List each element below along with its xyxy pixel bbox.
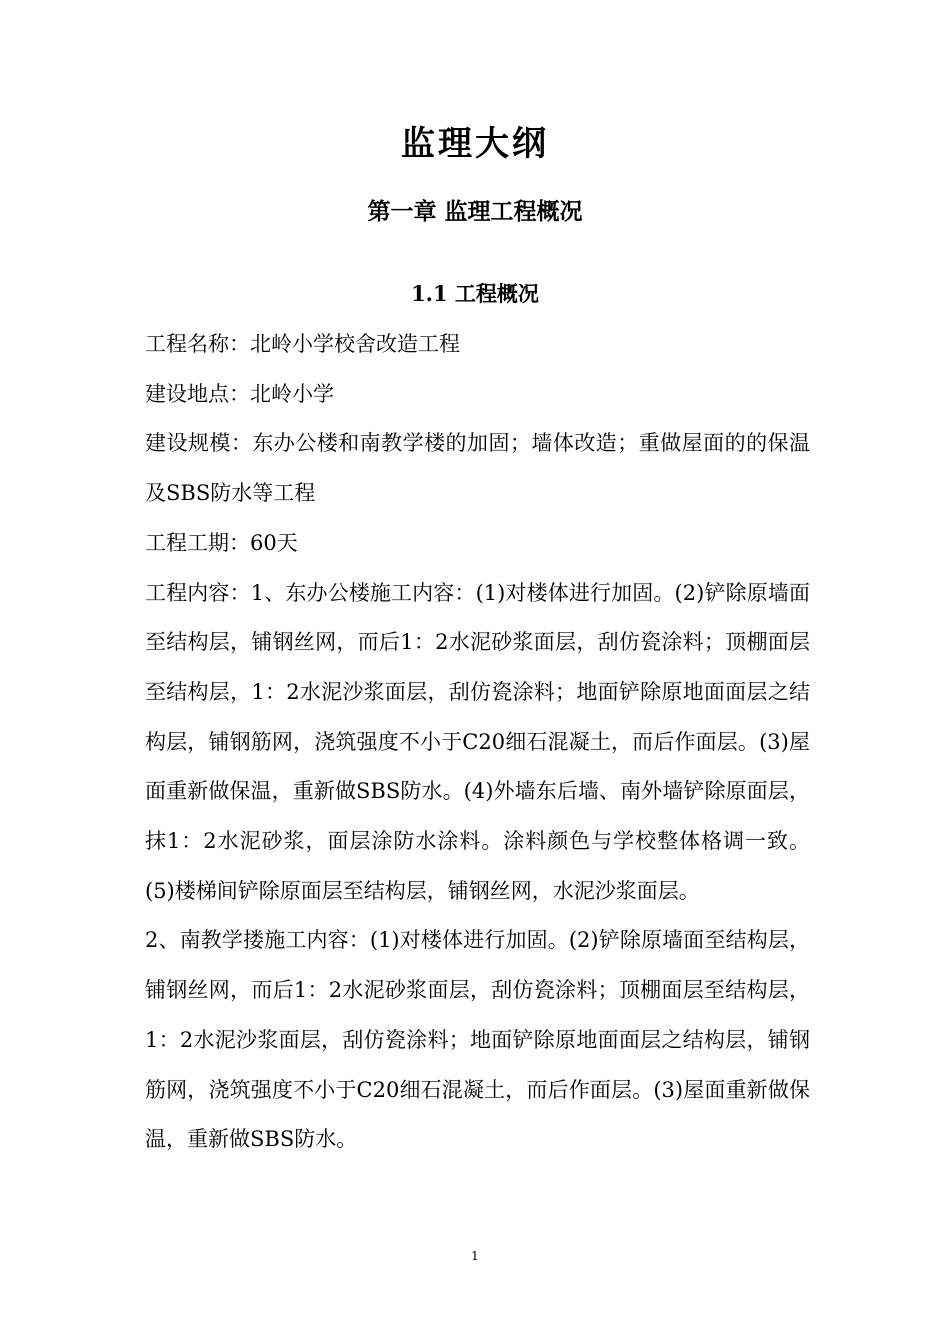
document-body <box>145 320 810 1165</box>
paragraph-duration: 工程工期：60天 <box>145 530 298 555</box>
paragraph-content-east-office: 工程内容：1、东办公楼施工内容：(1)对楼体进行加固。(2)铲除原墙面至结构层，铺钢丝网，而后1：2水泥砂浆面层，刮仿瓷涂料；顶棚面层至结构层，1：2水泥沙浆面层，刮仿瓷涂料；地面铲除原地面面层之结构层，铺钢筋网，浇筑强度不小于C20细石混凝土，而后作面层。(3)屋面重新做保温，重新做SBS防水。(4)外墙东后墙、南外墙铲除原面层，抹1：2水泥砂浆，面层涂防水涂料。涂料颜色与学校整体格调一致。(5)楼梯间铲除原面层至结构层，铺钢丝网，水泥沙浆面层。 <box>145 580 810 903</box>
section-title: 1.1 工程概况 <box>411 281 539 306</box>
paragraph-content-south-teaching: 2、南教学搂施工内容：(1)对楼体进行加固。(2)铲除原墙面至结构层，铺钢丝网，而后1：2水泥砂浆面层，刮仿瓷涂料；顶棚面层至结构层，1：2水泥沙浆面层，刮仿瓷涂料；地面铲除原地面面层之结构层，铺钢筋网，浇筑强度不小于C20细石混凝土，而后作面层。(3)屋面重新做保温，重新做SBS防水。 <box>145 928 810 1152</box>
paragraph-location: 建设地点：北岭小学 <box>145 381 334 406</box>
paragraph-project-name: 工程名称：北岭小学校舍改造工程 <box>145 332 460 356</box>
paragraph-scale: 建设规模：东办公楼和南教学楼的加固；墙体改造；重做屋面的的保温及SBS防水等工程 <box>145 431 810 506</box>
document-title: 监理大纲 <box>401 124 549 164</box>
chapter-title: 第一章 监理工程概况 <box>367 199 583 225</box>
page-number: 1 <box>471 1249 479 1263</box>
